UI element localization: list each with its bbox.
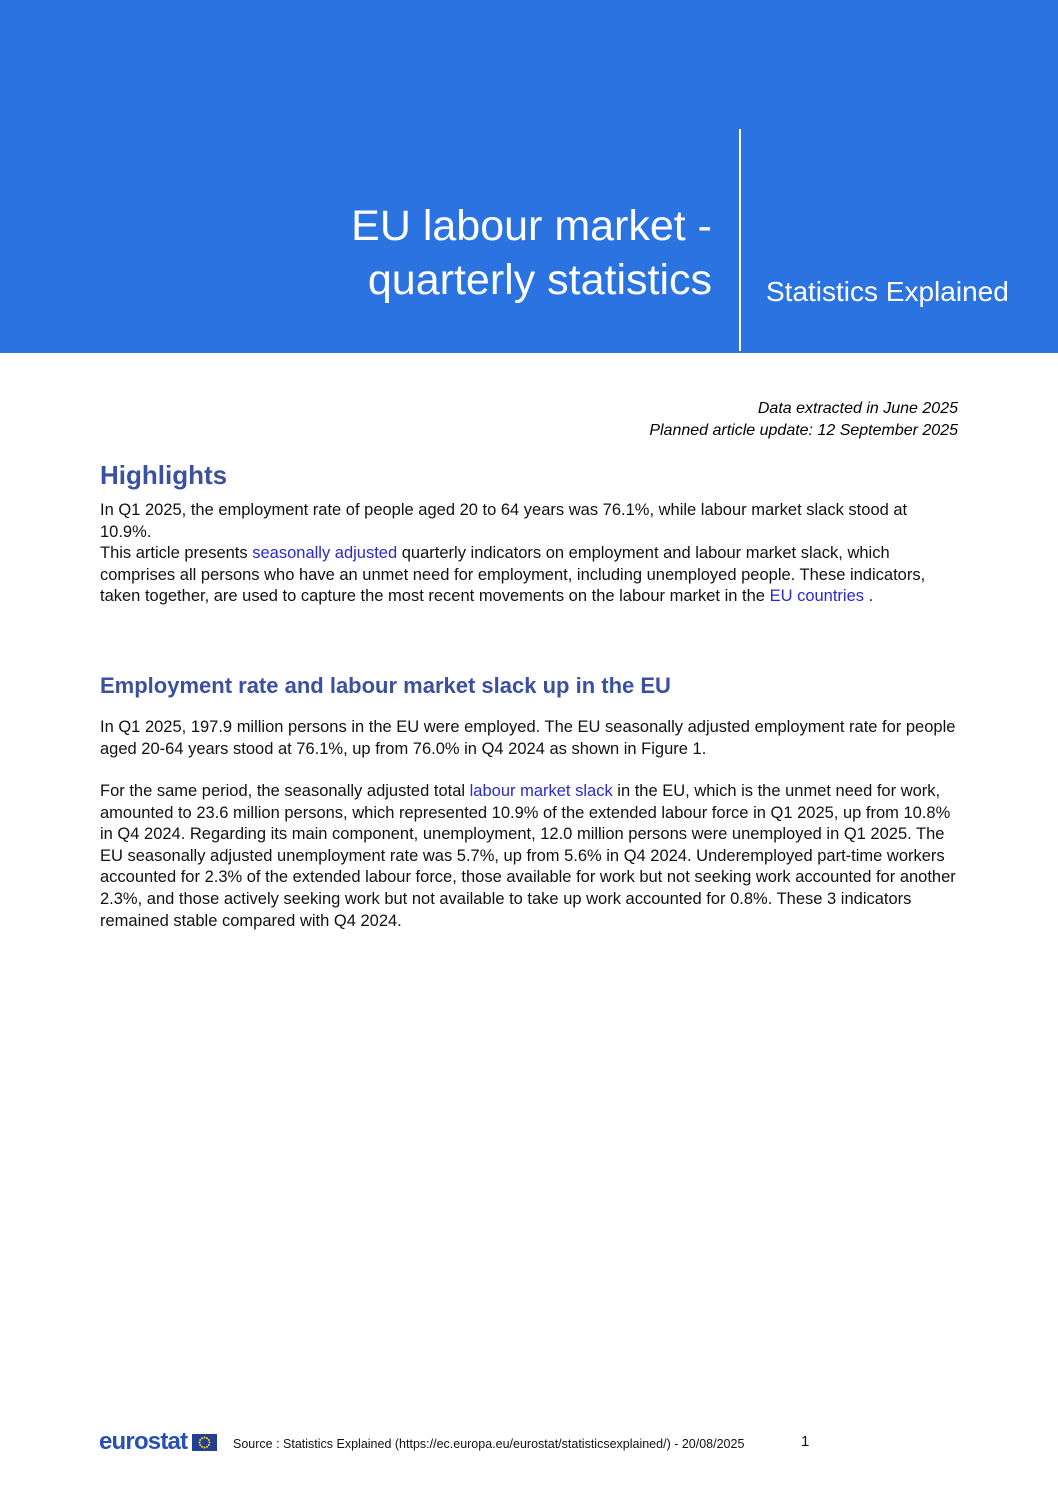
- eu-countries-link[interactable]: EU countries: [769, 587, 865, 606]
- data-extracted-note: Data extracted in June 2025: [757, 400, 958, 417]
- article-title-line2: quarterly statistics: [367, 256, 712, 304]
- article-update-note: Planned article update: 12 September 2025: [649, 421, 958, 439]
- header-divider: [739, 129, 741, 351]
- header-banner: [0, 0, 1058, 353]
- highlights-heading: Highlights: [100, 460, 228, 490]
- paragraph-text: For the same period, the seasonally adjusted total: [100, 782, 470, 800]
- eu-flag-icon: [192, 1434, 217, 1451]
- article-title-line1: EU labour market -: [351, 202, 712, 250]
- section-text-2: [100, 781, 966, 932]
- seasonally-adjusted-link[interactable]: seasonally adjusted: [252, 544, 398, 563]
- page-number: 1: [801, 1433, 810, 1450]
- eurostat-logo-text: eurostat: [99, 1428, 188, 1455]
- highlights-paragraph-2: [100, 543, 962, 608]
- paragraph-text: in the EU, which is the unmet need for work, amounted to 23.6 million persons, which represented 10.9% of the extended labour force in Q1 2025, up from 10.8% in Q4 2024. Regarding its main component, unemployment, 12.0 million persons were unemployed in Q1 2025. The EU seasonally adjusted unemployment rate was 5.7%, up from 5.6% in Q4 2024. Underemployed part-time workers accounted for 2.3% of the extended labour force, those available for work but not seeking work accounted for another 2.3%, and those actively seeking work but not available to take up work accounted for 0.8%. These 3 indicators remained stable compared with Q4 2024.: [100, 782, 956, 930]
- paragraph-text: This article presents: [100, 544, 253, 563]
- paragraph-text: quarterly indicators on employment and labour market slack, which comprises all persons who have an unmet need for employment, including unemployed people. These indicators, taken together, are used to capture the most recent movements on the labour market in the: [100, 544, 926, 606]
- highlights-text: [100, 500, 962, 608]
- section-paragraph-2: [100, 781, 966, 932]
- section-heading: Employment rate and labour market slack up in the EU: [100, 673, 671, 698]
- section-text-1: [100, 717, 962, 760]
- section-paragraph-1: In Q1 2025, 197.9 million persons in the EU were employed. The EU seasonally adjusted employment rate for people aged 20-64 years stood at 76.1%, up from 76.0% in Q4 2024 as shown in Figure 1.: [100, 718, 956, 758]
- article-title: [351, 199, 712, 307]
- eurostat-logo: [99, 1428, 217, 1456]
- meta-notes: [100, 398, 958, 441]
- footer-source-text: Source : Statistics Explained (https://ec.europa.eu/eurostat/statisticsexplained/) - 20/08/2025: [233, 1437, 745, 1451]
- statistics-explained-label: Statistics Explained: [766, 276, 1009, 307]
- paragraph-text: .: [864, 587, 874, 606]
- labour-market-slack-link[interactable]: labour market slack: [469, 782, 613, 800]
- highlights-paragraph-1: In Q1 2025, the employment rate of people aged 20 to 64 years was 76.1%, while labour market slack stood at 10.9%.: [100, 501, 908, 541]
